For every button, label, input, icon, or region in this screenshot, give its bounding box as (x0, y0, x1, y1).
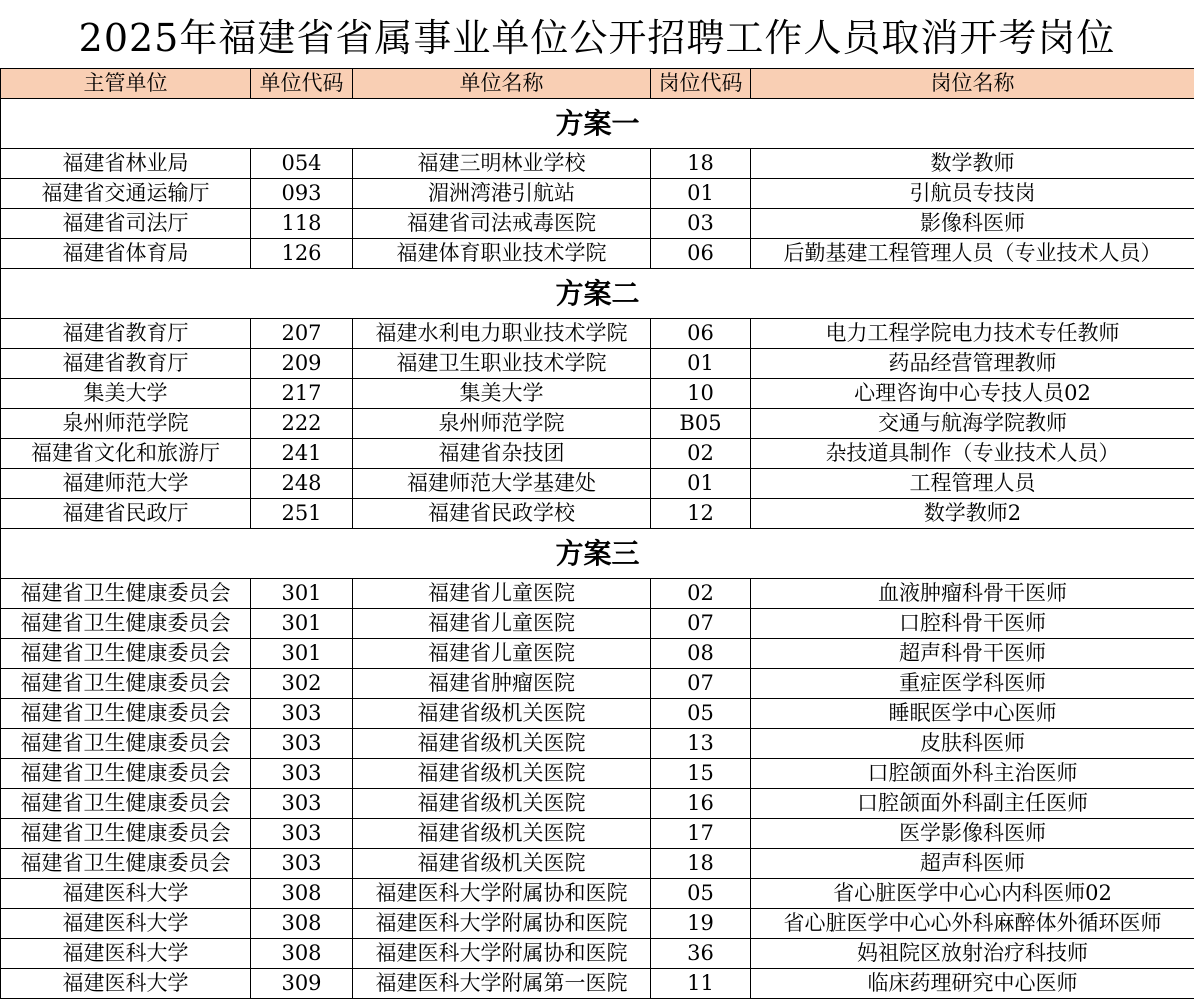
table-row (1, 439, 1194, 469)
table-row (1, 149, 1194, 179)
post-code-cell: 08 (651, 639, 751, 669)
post-name-cell: 口腔科骨干医师 (751, 609, 1194, 639)
supervisor-cell: 福建省卫生健康委员会 (1, 699, 251, 729)
post-code-cell: 01 (651, 179, 751, 209)
post-name-cell: 引航员专技岗 (751, 179, 1194, 209)
post-code-cell: 19 (651, 909, 751, 939)
unit-name-cell: 福建卫生职业技术学院 (353, 349, 651, 379)
unit-name-cell: 福建水利电力职业技术学院 (353, 319, 651, 349)
post-name-cell: 心理咨询中心专技人员02 (751, 379, 1194, 409)
table-row (1, 939, 1194, 969)
supervisor-cell: 福建省司法厅 (1, 209, 251, 239)
page-title: 2025年福建省省属事业单位公开招聘工作人员取消开考岗位 (78, 15, 1116, 60)
post-code-cell: 06 (651, 319, 751, 349)
unit-name-cell: 福建省民政学校 (353, 499, 651, 529)
post-name-cell: 医学影像科医师 (751, 819, 1194, 849)
unit-code-cell: 303 (251, 819, 353, 849)
table-row (1, 969, 1194, 999)
unit-name-cell: 福建省儿童医院 (353, 579, 651, 609)
supervisor-cell: 福建省交通运输厅 (1, 179, 251, 209)
unit-code-cell: 309 (251, 969, 353, 999)
unit-name-cell: 福建医科大学附属协和医院 (353, 909, 651, 939)
table-row (1, 469, 1194, 499)
post-code-cell: B05 (651, 409, 751, 439)
post-code-cell: 07 (651, 669, 751, 699)
unit-code-cell: 303 (251, 729, 353, 759)
post-code-cell: 03 (651, 209, 751, 239)
unit-name-cell: 福建省级机关医院 (353, 729, 651, 759)
post-name-cell: 口腔颌面外科主治医师 (751, 759, 1194, 789)
supervisor-cell: 福建省教育厅 (1, 349, 251, 379)
section-row (1, 269, 1194, 319)
post-name-cell: 杂技道具制作（专业技术人员） (751, 439, 1194, 469)
post-name-cell: 省心脏医学中心心外科麻醉体外循环医师 (751, 909, 1194, 939)
unit-name-cell: 福建省级机关医院 (353, 759, 651, 789)
section-title: 方案一 (1, 99, 1194, 149)
unit-name-cell: 福建省杂技团 (353, 439, 651, 469)
post-name-cell: 省心脏医学中心心内科医师02 (751, 879, 1194, 909)
unit-code-cell: 303 (251, 699, 353, 729)
post-code-cell: 16 (651, 789, 751, 819)
supervisor-cell: 福建医科大学 (1, 879, 251, 909)
table-row (1, 579, 1194, 609)
post-name-cell: 超声科医师 (751, 849, 1194, 879)
unit-code-cell: 308 (251, 939, 353, 969)
supervisor-cell: 福建省文化和旅游厅 (1, 439, 251, 469)
supervisor-cell: 集美大学 (1, 379, 251, 409)
unit-code-cell: 126 (251, 239, 353, 269)
post-code-cell: 15 (651, 759, 751, 789)
unit-code-cell: 308 (251, 909, 353, 939)
unit-name-cell: 福建省级机关医院 (353, 819, 651, 849)
post-code-cell: 01 (651, 469, 751, 499)
post-code-cell: 11 (651, 969, 751, 999)
supervisor-cell: 福建省林业局 (1, 149, 251, 179)
table-row (1, 179, 1194, 209)
table-row (1, 349, 1194, 379)
unit-name-cell: 福建体育职业技术学院 (353, 239, 651, 269)
post-code-cell: 36 (651, 939, 751, 969)
header-post-name: 岗位名称 (751, 69, 1194, 99)
post-code-cell: 17 (651, 819, 751, 849)
post-code-cell: 18 (651, 849, 751, 879)
header-row (1, 69, 1194, 99)
post-name-cell: 临床药理研究中心医师 (751, 969, 1194, 999)
table-row (1, 909, 1194, 939)
table-row (1, 729, 1194, 759)
unit-name-cell: 福建师范大学基建处 (353, 469, 651, 499)
unit-code-cell: 217 (251, 379, 353, 409)
post-code-cell: 02 (651, 579, 751, 609)
unit-code-cell: 222 (251, 409, 353, 439)
header-unit-code: 单位代码 (251, 69, 353, 99)
post-code-cell: 07 (651, 609, 751, 639)
unit-code-cell: 308 (251, 879, 353, 909)
post-name-cell: 超声科骨干医师 (751, 639, 1194, 669)
section-title: 方案二 (1, 269, 1194, 319)
post-name-cell: 电力工程学院电力技术专任教师 (751, 319, 1194, 349)
supervisor-cell: 福建省卫生健康委员会 (1, 849, 251, 879)
post-code-cell: 01 (651, 349, 751, 379)
supervisor-cell: 福建师范大学 (1, 469, 251, 499)
post-name-cell: 交通与航海学院教师 (751, 409, 1194, 439)
supervisor-cell: 福建医科大学 (1, 969, 251, 999)
unit-name-cell: 福建省级机关医院 (353, 849, 651, 879)
supervisor-cell: 福建省卫生健康委员会 (1, 639, 251, 669)
post-name-cell: 后勤基建工程管理人员（专业技术人员） (751, 239, 1194, 269)
post-code-cell: 06 (651, 239, 751, 269)
supervisor-cell: 福建省民政厅 (1, 499, 251, 529)
post-code-cell: 10 (651, 379, 751, 409)
unit-code-cell: 301 (251, 639, 353, 669)
header-supervisor: 主管单位 (1, 69, 251, 99)
unit-code-cell: 301 (251, 579, 353, 609)
supervisor-cell: 福建省教育厅 (1, 319, 251, 349)
unit-name-cell: 福建省司法戒毒医院 (353, 209, 651, 239)
table-row (1, 609, 1194, 639)
supervisor-cell: 福建省卫生健康委员会 (1, 669, 251, 699)
post-name-cell: 数学教师 (751, 149, 1194, 179)
post-name-cell: 重症医学科医师 (751, 669, 1194, 699)
post-name-cell: 睡眠医学中心医师 (751, 699, 1194, 729)
post-code-cell: 05 (651, 699, 751, 729)
supervisor-cell: 福建省卫生健康委员会 (1, 759, 251, 789)
table-body (1, 99, 1194, 999)
unit-code-cell: 207 (251, 319, 353, 349)
table-row (1, 789, 1194, 819)
unit-code-cell: 251 (251, 499, 353, 529)
unit-code-cell: 302 (251, 669, 353, 699)
post-name-cell: 数学教师2 (751, 499, 1194, 529)
table-row (1, 849, 1194, 879)
post-name-cell: 影像科医师 (751, 209, 1194, 239)
supervisor-cell: 福建省卫生健康委员会 (1, 819, 251, 849)
post-name-cell: 血液肿瘤科骨干医师 (751, 579, 1194, 609)
table-row (1, 879, 1194, 909)
unit-code-cell: 303 (251, 759, 353, 789)
supervisor-cell: 福建省体育局 (1, 239, 251, 269)
supervisor-cell: 福建医科大学 (1, 909, 251, 939)
positions-table (0, 68, 1194, 999)
unit-code-cell: 118 (251, 209, 353, 239)
section-row (1, 99, 1194, 149)
section-row (1, 529, 1194, 579)
unit-name-cell: 福建省肿瘤医院 (353, 669, 651, 699)
supervisor-cell: 福建省卫生健康委员会 (1, 729, 251, 759)
post-name-cell: 口腔颌面外科副主任医师 (751, 789, 1194, 819)
post-code-cell: 02 (651, 439, 751, 469)
unit-name-cell: 福建医科大学附属协和医院 (353, 939, 651, 969)
unit-code-cell: 303 (251, 789, 353, 819)
unit-code-cell: 301 (251, 609, 353, 639)
table-row (1, 209, 1194, 239)
unit-name-cell: 湄洲湾港引航站 (353, 179, 651, 209)
post-name-cell: 工程管理人员 (751, 469, 1194, 499)
post-name-cell: 药品经营管理教师 (751, 349, 1194, 379)
table-row (1, 319, 1194, 349)
table-row (1, 639, 1194, 669)
unit-name-cell: 福建医科大学附属第一医院 (353, 969, 651, 999)
table-row (1, 379, 1194, 409)
supervisor-cell: 福建医科大学 (1, 939, 251, 969)
table-row (1, 669, 1194, 699)
unit-name-cell: 福建医科大学附属协和医院 (353, 879, 651, 909)
post-code-cell: 18 (651, 149, 751, 179)
post-code-cell: 12 (651, 499, 751, 529)
post-code-cell: 13 (651, 729, 751, 759)
table-row (1, 759, 1194, 789)
unit-code-cell: 303 (251, 849, 353, 879)
table-row (1, 499, 1194, 529)
unit-name-cell: 福建省儿童医院 (353, 639, 651, 669)
supervisor-cell: 泉州师范学院 (1, 409, 251, 439)
header-unit-name: 单位名称 (353, 69, 651, 99)
supervisor-cell: 福建省卫生健康委员会 (1, 609, 251, 639)
unit-name-cell: 福建省级机关医院 (353, 789, 651, 819)
table-row (1, 819, 1194, 849)
unit-code-cell: 248 (251, 469, 353, 499)
post-name-cell: 妈祖院区放射治疗科技师 (751, 939, 1194, 969)
table-row (1, 699, 1194, 729)
unit-code-cell: 093 (251, 179, 353, 209)
unit-name-cell: 泉州师范学院 (353, 409, 651, 439)
unit-code-cell: 054 (251, 149, 353, 179)
post-name-cell: 皮肤科医师 (751, 729, 1194, 759)
unit-code-cell: 209 (251, 349, 353, 379)
section-title: 方案三 (1, 529, 1194, 579)
supervisor-cell: 福建省卫生健康委员会 (1, 579, 251, 609)
supervisor-cell: 福建省卫生健康委员会 (1, 789, 251, 819)
table-row (1, 239, 1194, 269)
unit-name-cell: 福建省级机关医院 (353, 699, 651, 729)
table-row (1, 409, 1194, 439)
unit-name-cell: 福建省儿童医院 (353, 609, 651, 639)
header-post-code: 岗位代码 (651, 69, 751, 99)
unit-name-cell: 福建三明林业学校 (353, 149, 651, 179)
post-code-cell: 05 (651, 879, 751, 909)
unit-name-cell: 集美大学 (353, 379, 651, 409)
unit-code-cell: 241 (251, 439, 353, 469)
